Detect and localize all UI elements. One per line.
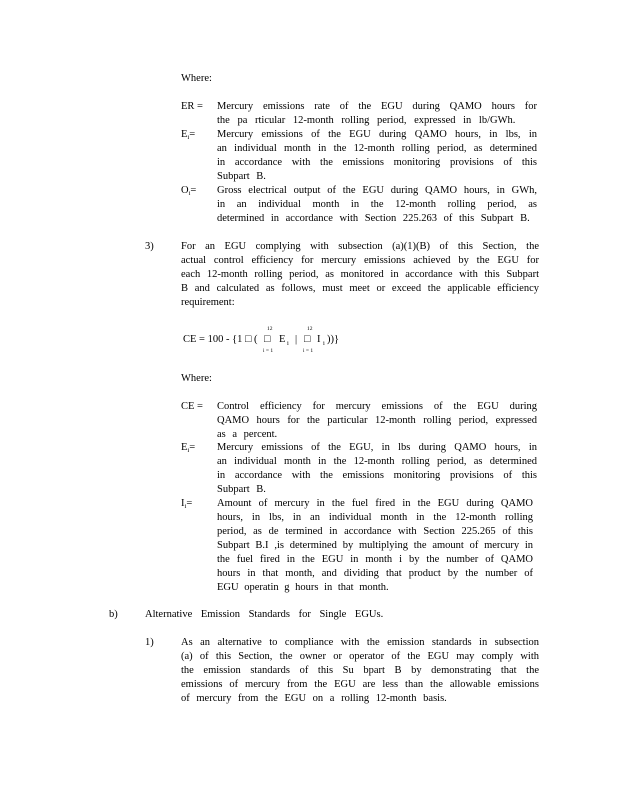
equation-e-subscript: i	[287, 340, 289, 347]
definition-text: Mercury emissions rate of the EGU during QAMO hours for the pa rticular 12-month rolling period, expressed in lb/GWh.	[217, 101, 537, 126]
definition-term	[181, 497, 217, 514]
sum-lower-limit: i = 1	[303, 348, 314, 354]
term-subscript: i	[188, 190, 191, 197]
equation-lhs: CE = 100 - {1 □ (	[183, 334, 258, 345]
term-subscript: i	[187, 134, 190, 141]
definition-text: Control efficiency for mercury emissions of the EGU during QAMO hours for the particular 12-month rolling period, expressed as a percent.	[217, 401, 537, 440]
definition-term	[181, 441, 217, 458]
item-3-text: For an EGU complying with subsection (a)(1)(B) of this Section, the actual control efficiency for mercury emissions achieved by the EGU for each 12-month rolling period, as monitored in accordance with this Subpart B and calculated as follows, must meet or exceed the applicable efficiency requirement:	[181, 241, 539, 308]
definition-text: Mercury emissions of the EGU, in lbs during QAMO hours, in an individual month in the 12-month rolling period, as determined in accordance with the emissions monitoring provisions of this Subpart B.	[217, 442, 537, 495]
term-equals: =	[189, 442, 196, 453]
term-equals: =	[190, 185, 197, 196]
definition-text: Amount of mercury in the fuel fired in the EGU during QAMO hours, in lbs, in an individual month in the 12-month rolling period, as de termined in accordance with Section 225.265 of this Subpart B.I ,is determined by multiplying the amount of mercury in the fuel fired in the EGU in month i by the number of QAMO hours in that month, and dividing that product by the number of EGU operatin g hours in that month.	[217, 498, 533, 593]
definition-term	[181, 128, 217, 145]
equation-e-term: E	[279, 334, 286, 345]
term-equals: =	[189, 129, 196, 140]
definition-term: CE =	[181, 401, 203, 412]
summation-symbol: □	[264, 334, 271, 345]
term-symbol: I	[181, 498, 185, 509]
item-number: 3)	[145, 241, 154, 252]
term-subscript: i	[187, 447, 190, 454]
definition-text: Mercury emissions of the EGU during QAMO hours, in lbs, in an individual month in the 12-month rolling period, as determined in accordance with the emissions monitoring provisions of this Subpart B.	[217, 129, 537, 182]
where-label-1: Where:	[181, 73, 212, 84]
equation-i-term: I	[317, 334, 321, 345]
where-label-2: Where:	[181, 373, 212, 384]
definition-term: ER =	[181, 101, 203, 112]
section-letter: b)	[109, 609, 118, 620]
term-symbol: E	[181, 442, 188, 453]
term-subscript: i	[184, 503, 187, 510]
item-b1-text: As an alternative to compliance with the emission standards in subsection (a) of this Section, the owner or operator of the EGU may comply with the emission standards of this Su bpart B by demonstrating that the emissions of mercury from the EGU are less than the allowable emissions of mercury from the EGU on a rolling 12-month basis.	[181, 637, 539, 704]
sum-lower-limit: i = 1	[263, 348, 274, 354]
item-number: 1)	[145, 637, 154, 648]
section-title: Alternative Emission Standards for Single EGUs.	[145, 609, 384, 620]
equation-divider: |	[295, 334, 298, 345]
term-symbol: O	[181, 185, 189, 196]
sum-upper-limit: 12	[307, 326, 313, 332]
equation-i-subscript: i	[323, 340, 325, 347]
equation-close: ))}	[327, 334, 340, 345]
summation-symbol: □	[304, 334, 311, 345]
definition-term	[181, 184, 217, 201]
term-symbol: E	[181, 129, 188, 140]
term-equals: =	[186, 498, 193, 509]
sum-upper-limit: 12	[267, 326, 273, 332]
definition-text: Gross electrical output of the EGU during QAMO hours, in GWh, in an individual month in the 12-month rolling period, as determined in accordance with Section 225.263 of this Subpart B.	[217, 185, 537, 224]
